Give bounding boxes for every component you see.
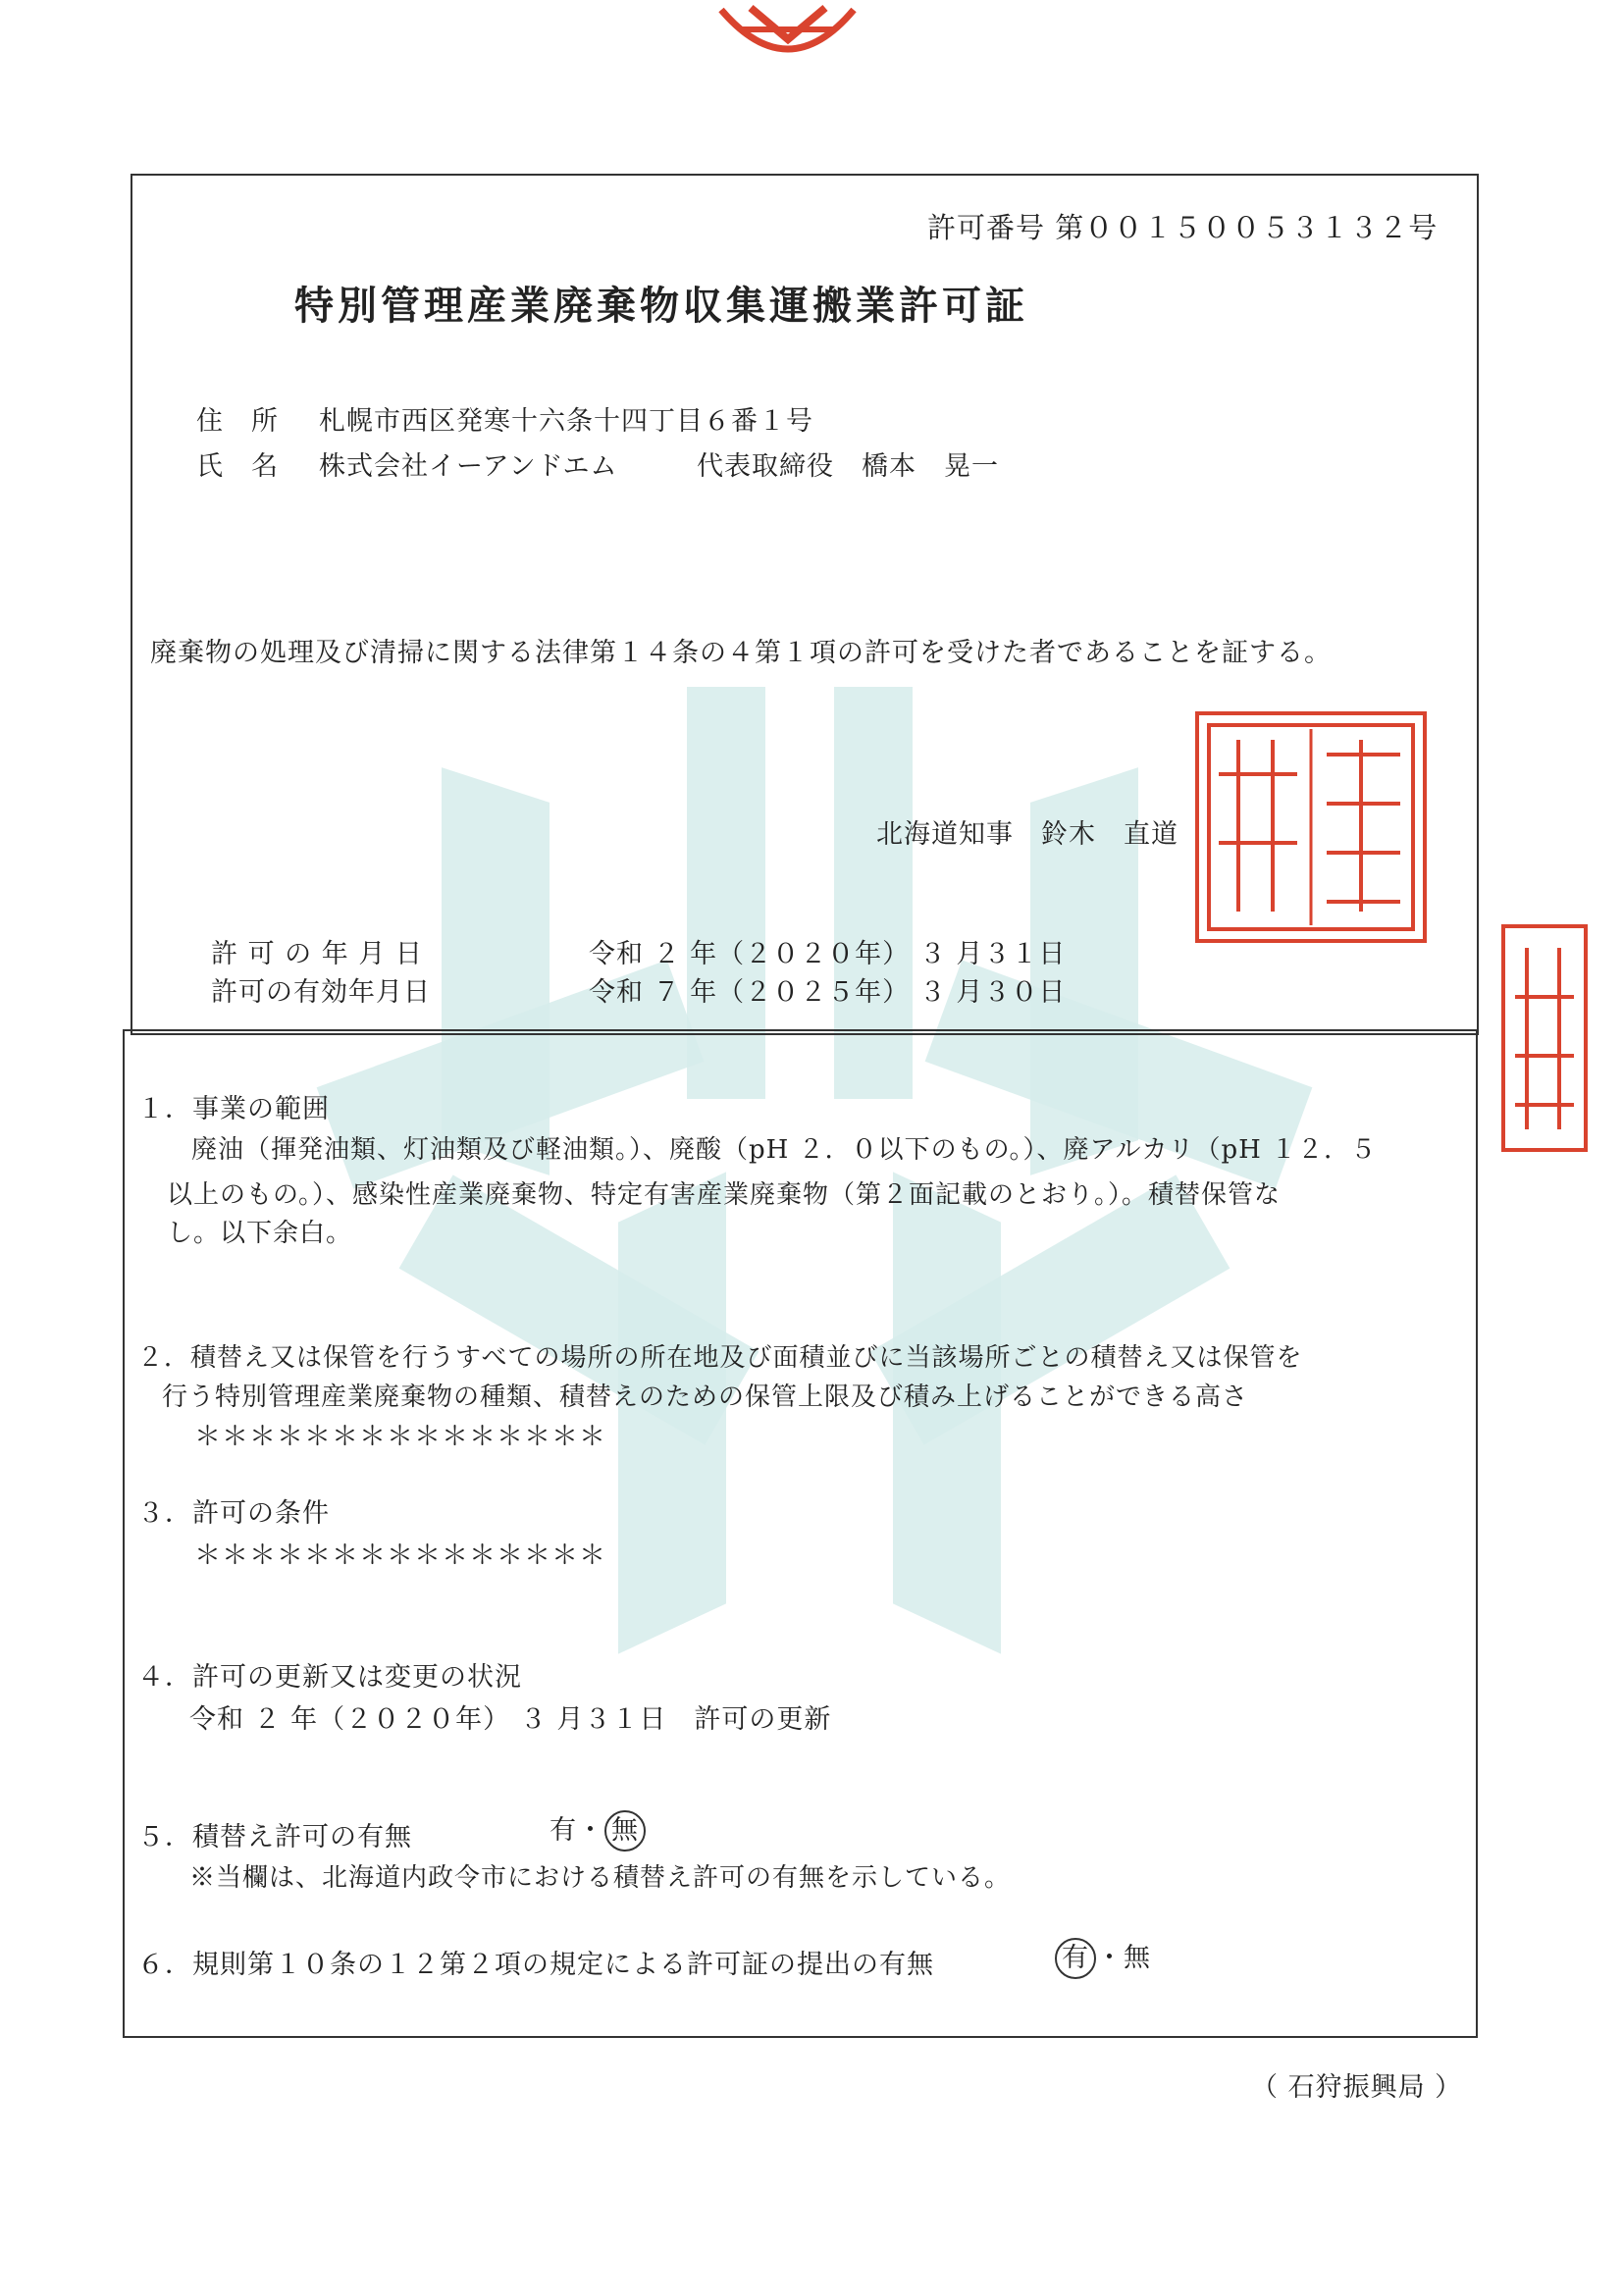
- section6-no: 無: [1124, 1943, 1151, 1973]
- section2-line2: 行う特別管理産業廃棄物の種類、積替えのための保管上限及び積み上げることができる高さ: [162, 1383, 1249, 1412]
- permit-number: 許可番号 第００１５００５３１３２号: [927, 211, 1439, 244]
- valid-until-date: 令和 ７ 年（２０２５年） ３ 月３０日: [589, 977, 1067, 1008]
- address-label: 住 所: [196, 406, 279, 437]
- valid-until-label: 許可の有効年月日: [211, 977, 431, 1008]
- address-value: 札幌市西区発寒十六条十四丁目６番１号: [319, 406, 813, 437]
- section2-line1: ２．積替え又は保管を行うすべての場所の所在地及び面積並びに当該場所ごとの積替え又は保管を: [137, 1343, 1303, 1373]
- section4-heading: ４．許可の更新又は変更の状況: [137, 1662, 522, 1693]
- certification-statement: 廃棄物の処理及び清掃に関する法律第１４条の４第１項の許可を受けた者であることを証する。: [150, 638, 1332, 668]
- governor-seal: [1195, 711, 1427, 943]
- permit-date-label: 許 可 の 年 月 日: [211, 939, 423, 969]
- name-label: 氏 名: [196, 451, 279, 482]
- section1-heading: １．事業の範囲: [137, 1094, 330, 1124]
- issuing-office: （ 石狩振興局 ）: [1251, 2072, 1463, 2103]
- section3-heading: ３．許可の条件: [137, 1498, 330, 1529]
- section1-line3: し。以下余白。: [167, 1219, 353, 1248]
- section6-heading: ６．規則第１０条の１２第２項の規定による許可証の提出の有無: [137, 1950, 934, 1980]
- section2-value: ＊＊＊＊＊＊＊＊＊＊＊＊＊＊＊: [194, 1422, 606, 1452]
- section3-value: ＊＊＊＊＊＊＊＊＊＊＊＊＊＊＊: [194, 1540, 606, 1571]
- representative-name: 代表取締役 橋本 晃一: [697, 451, 999, 482]
- company-name: 株式会社イーアンドエム: [319, 451, 618, 482]
- section5-options: 有・ 無: [550, 1808, 646, 1852]
- permit-date: 令和 ２ 年（２０２０年） ３ 月３１日: [589, 939, 1067, 969]
- section1-line2: 以上のもの。）、感染性産業廃棄物、特定有害産業廃棄物（第２面記載のとおり。）。積替保管な: [167, 1180, 1281, 1210]
- margin-seal: [1501, 924, 1588, 1152]
- issuer: 北海道知事 鈴木 直道: [876, 819, 1178, 850]
- top-stamp-fragment: [711, 0, 864, 86]
- section6-yes-circled: 有: [1055, 1938, 1096, 1979]
- document-title: 特別管理産業廃棄物収集運搬業許可証: [294, 283, 1028, 329]
- section6-options: 有 ・無: [1055, 1936, 1151, 1979]
- section5-yes: 有: [550, 1815, 577, 1846]
- section5-heading: ５．積替え許可の有無: [137, 1822, 412, 1852]
- section1-line1: 廃油（揮発油類、灯油類及び軽油類。）、廃酸（pH ２．０以下のもの。）、廃アルカリ（pH １２．５: [191, 1135, 1378, 1165]
- section4-value: 令和 ２ 年（２０２０年） ３ 月３１日 許可の更新: [189, 1704, 832, 1735]
- section5-no-circled: 無: [604, 1810, 646, 1852]
- section5-note: ※当欄は、北海道内政令市における積替え許可の有無を示している。: [189, 1863, 1012, 1893]
